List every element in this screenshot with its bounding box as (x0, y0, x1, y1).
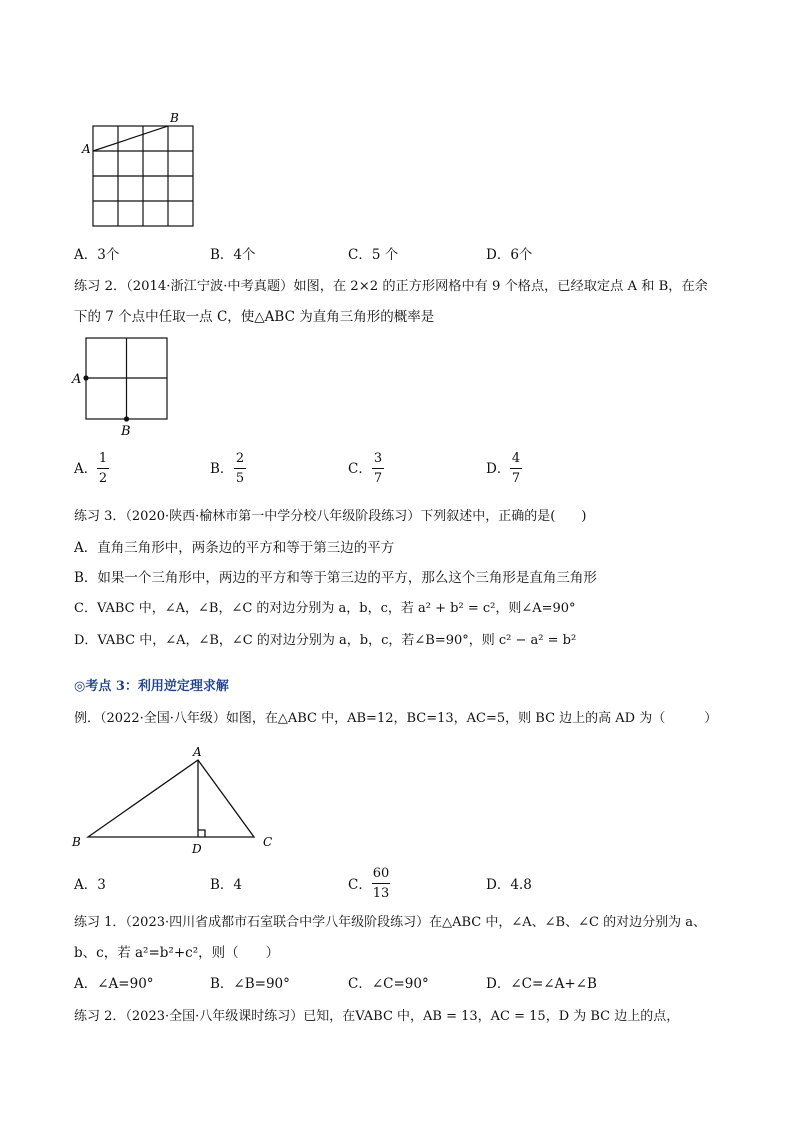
q1-option-a[interactable]: A． (74, 461, 98, 477)
example-option-c[interactable]: C． (348, 877, 372, 893)
p1-option-c[interactable]: C．∠C=90° (348, 976, 429, 992)
grid-figure-2 (68, 334, 178, 440)
p1-stem-line2: b、c，若 a²=b²+c²，则（ ） (74, 945, 280, 961)
q2-option-d[interactable]: D．VABC 中，∠A，∠B，∠C 的对边分别为 a，b，c，若∠B=90°，则 c² − a² = b² (74, 633, 577, 648)
q1-option-b[interactable]: B． (210, 461, 234, 477)
q2-option-a[interactable]: A．直角三角形中，两条边的平方和等于第三边的平方 (74, 540, 395, 556)
q0-option-c[interactable]: C．5 个 (348, 247, 399, 263)
q1-option-c-fraction: 3 7 (373, 451, 383, 486)
q0-option-a[interactable]: A．3个 (74, 247, 120, 263)
point-b-label: B (121, 424, 131, 439)
vertex-a-label: A (193, 745, 202, 759)
p2-stem-line1: 练习 2．（2023·全国·八年级课时练习）已知，在VABC 中，AB = 13，AC = 15，D 为 BC 边上的点， (74, 1009, 680, 1024)
vertex-b-label: B (72, 835, 81, 849)
p1-option-d[interactable]: D．∠C=∠A+∠B (486, 976, 597, 992)
grid-figure-1 (78, 110, 208, 230)
triangle-figure (66, 742, 286, 860)
example-option-c-fraction: 60 13 (372, 866, 390, 901)
point-a-label: A (82, 142, 91, 156)
vertex-c-label: C (263, 835, 273, 849)
example-option-a[interactable]: A．3 (74, 877, 106, 893)
example-stem: 例．（2022·全国·八年级）如图，在△ABC 中，AB=12，BC=13，AC=5，则 BC 边上的高 AD 为（ ） (74, 711, 718, 726)
point-b-label: B (170, 111, 179, 125)
q2-option-b[interactable]: B．如果一个三角形中，两边的平方和等于第三边的平方，那么这个三角形是直角三角形 (74, 570, 597, 586)
q1-option-d-fraction: 4 7 (511, 451, 521, 486)
point-b (124, 416, 129, 421)
point-a-label: A (72, 372, 82, 387)
q2-option-c[interactable]: C．VABC 中，∠A，∠B，∠C 的对边分别为 a，b，c，若 a² + b² = c²，则∠A=90° (74, 601, 576, 616)
point-a (83, 375, 88, 380)
example-option-b[interactable]: B．4 (210, 877, 243, 893)
q1-option-a-fraction: 1 2 (98, 451, 108, 486)
example-option-d[interactable]: D．4.8 (486, 877, 532, 893)
p1-option-b[interactable]: B．∠B=90° (210, 976, 290, 992)
q1-option-d[interactable]: D． (486, 461, 511, 477)
q1-stem-line2: 下的 7 个点中任取一点 C，使△ABC 为直角三角形的概率是 (74, 309, 435, 325)
q1-option-c[interactable]: C． (348, 461, 372, 477)
foot-d-label: D (192, 842, 202, 856)
p1-option-a[interactable]: A．∠A=90° (74, 976, 154, 992)
q0-option-b[interactable]: B．4个 (210, 247, 256, 263)
q1-stem-line1: 练习 2．（2014·浙江宁波·中考真题）如图，在 2×2 的正方形网格中有 9 个格点，已经取定点 A 和 B，在余 (74, 279, 708, 294)
q0-option-d[interactable]: D．6个 (486, 247, 533, 263)
section-heading: ◎考点 3：利用逆定理求解 (74, 679, 229, 694)
q2-stem: 练习 3．（2020·陕西·榆林市第一中学分校八年级阶段练习）下列叙述中，正确的是( ) (74, 509, 587, 524)
p1-stem-line1: 练习 1．（2023·四川省成都市石室联合中学八年级阶段练习）在△ABC 中，∠A、∠B、∠C 的对边分别为 a、 (74, 915, 706, 930)
q1-option-b-fraction: 2 5 (235, 451, 245, 486)
